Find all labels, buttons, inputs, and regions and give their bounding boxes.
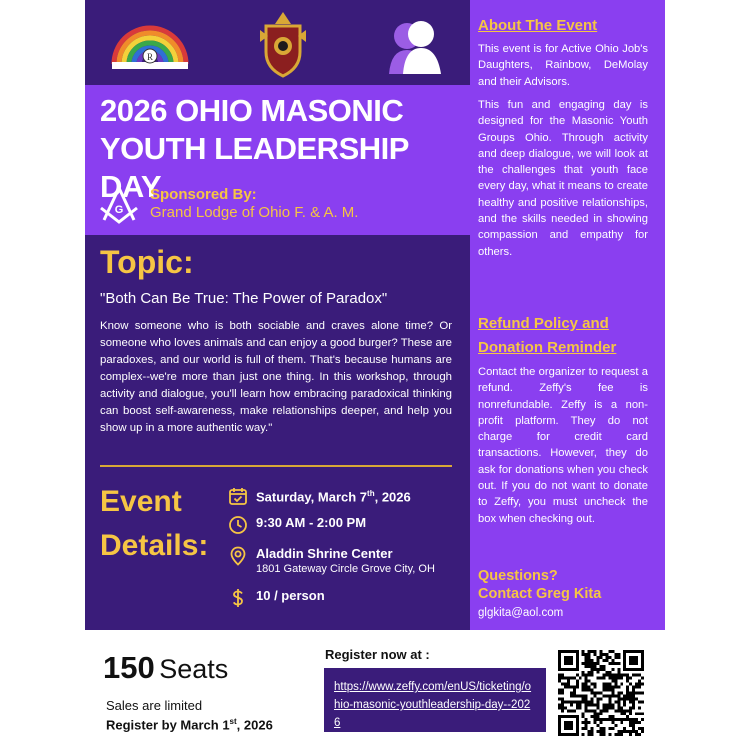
event-price-row: [228, 588, 325, 608]
topic-heading: Topic:: [100, 244, 194, 280]
event-price: 10 / person: [256, 588, 325, 603]
event-date: Saturday, March 7th, 2026: [256, 489, 411, 505]
rainbow-letter: R: [146, 52, 154, 62]
event-time-row: [228, 515, 366, 535]
dollar-icon: [228, 588, 248, 608]
qr-code[interactable]: [558, 650, 644, 736]
seats-count: [103, 650, 228, 686]
masonic-letter: G: [114, 204, 124, 216]
sponsor-block: [150, 186, 358, 222]
event-address: 1801 Gateway Circle Grove City, OH: [256, 563, 435, 575]
rainbow-girls-logo: [110, 16, 190, 71]
event-venue-text: [256, 546, 435, 576]
crest-logo: [258, 10, 308, 78]
contact-name: Contact Greg Kita: [478, 586, 602, 602]
divider: [100, 465, 452, 467]
contact-email[interactable]: glgkita@aol.com: [478, 607, 564, 619]
seats-label: Seats: [159, 654, 229, 684]
about-paragraph-2: This fun and engaging day is designed for the Masonic Youth Groups Ohio. Through activity and deep dialogue, we will look at the challenges that youth face every day, what it means to create healthy and positive relationships, and the skills needed in showing compassion and empathy for others.: [478, 99, 648, 258]
sponsor-label: Sponsored By:: [150, 186, 257, 203]
questions-block: [478, 567, 601, 603]
location-pin-icon: [228, 546, 248, 566]
refund-body: Contact the organizer to request a refund. Zeffy's fee is nonrefundable. Zeffy is a non-profit platform. They do not charge for credit card transactions. However, they do ask for donations when you check out. If you do not want to donate to Zeffy, you must uncheck the box when checking out.: [478, 366, 648, 525]
register-now-label: Register now at :: [325, 647, 430, 662]
refund-heading-line1: Refund Policy and: [478, 315, 609, 332]
registration-link[interactable]: https://www.zeffy.com/enUS/ticketing/ohio-masonic-youthleadership-day--2026: [334, 681, 532, 729]
about-heading: About The Event: [478, 17, 598, 34]
event-label-line1: Event: [100, 485, 182, 518]
topic-quote: "Both Can Be True: The Power of Paradox": [100, 290, 388, 307]
register-deadline: Register by March 1st, 2026: [106, 717, 273, 733]
topic-description: Know someone who is both sociable and craves alone time? Or someone who loves animals and can enjoy a good burger? These are paradoxes, and our world is full of them. That's because humans are complex--we're more than just one thing. In this workshop, through activity and dialogue, you'll learn how embracing paradoxical thinking can boost self-awareness, make relationships deeper, and help you show up in a more authentic way.": [100, 320, 452, 434]
refund-heading-line2: Donation Reminder: [478, 339, 617, 356]
event-venue-row: [228, 546, 435, 576]
youth-silhouette-logo: [385, 16, 445, 74]
seats-number: 150: [103, 650, 155, 685]
refund-heading: [478, 312, 616, 360]
event-title: 2026 OHIO MASONIC YOUTH LEADERSHIP DAY: [100, 93, 409, 204]
sponsor-name: Grand Lodge of Ohio F. & A. M.: [150, 204, 359, 221]
event-details-label: [100, 480, 208, 568]
calendar-icon: [228, 486, 248, 506]
registration-url-box: [324, 668, 546, 732]
square-and-compass-icon: [98, 186, 140, 224]
event-venue: Aladdin Shrine Center: [256, 546, 393, 561]
event-label-line2: Details:: [100, 529, 209, 562]
clock-icon: [228, 515, 248, 535]
about-paragraph-1: This event is for Active Ohio Job's Daughters, Rainbow, DeMolay and their Advisors.: [478, 43, 648, 88]
event-time: 9:30 AM - 2:00 PM: [256, 515, 367, 530]
questions-label: Questions?: [478, 568, 558, 584]
event-date-row: [228, 486, 411, 506]
sales-limited: Sales are limited: [106, 698, 203, 713]
